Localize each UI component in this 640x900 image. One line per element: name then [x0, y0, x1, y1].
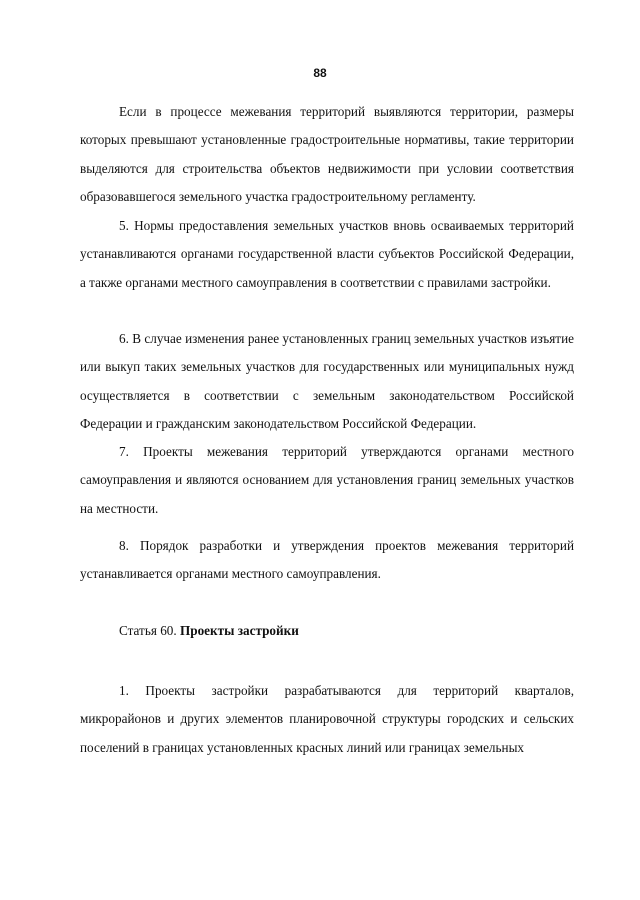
paragraph-item-5: 5. Нормы предоставления земельных участков вновь осваиваемых территорий устанавливаются органами государственной власти субъектов Российской Федерации, а также органами местного самоуправления в соответствии с правилами застройки.	[80, 218, 574, 290]
paragraph-item-6: 6. В случае изменения ранее установленных границ земельных участков изъятие или выкуп таких земельных участков для государственных или муниципальных нужд осуществляется в соответствии с земельным законодательством Российской Федерации и гражданским законодательством Российской Федерации.	[80, 331, 574, 431]
article-heading	[119, 617, 299, 645]
paragraph-oversized-territories: Если в процессе межевания территорий выявляются территории, размеры которых превышают установленные градостроительные нормативы, такие территории выделяются для строительства объектов недвижимости при условии соответствия образовавшегося земельного участка градостроительному регламенту.	[80, 104, 574, 204]
article-label: Статья 60.	[119, 623, 177, 638]
paragraph-item-8: 8. Порядок разработки и утверждения проектов межевания территорий устанавливается органами местного самоуправления.	[80, 538, 574, 582]
article-title: Проекты застройки	[179, 623, 299, 638]
page-number: 88	[313, 66, 327, 80]
paragraph-item-7: 7. Проекты межевания территорий утверждаются органами местного самоуправления и являются основанием для установления границ земельных участков на местности.	[80, 444, 574, 516]
article-paragraph-1: 1. Проекты застройки разрабатываются для территорий кварталов, микрорайонов и других элементов планировочной структуры городских и сельских поселений в границах установленных красных линий или границах земельных	[80, 683, 574, 755]
